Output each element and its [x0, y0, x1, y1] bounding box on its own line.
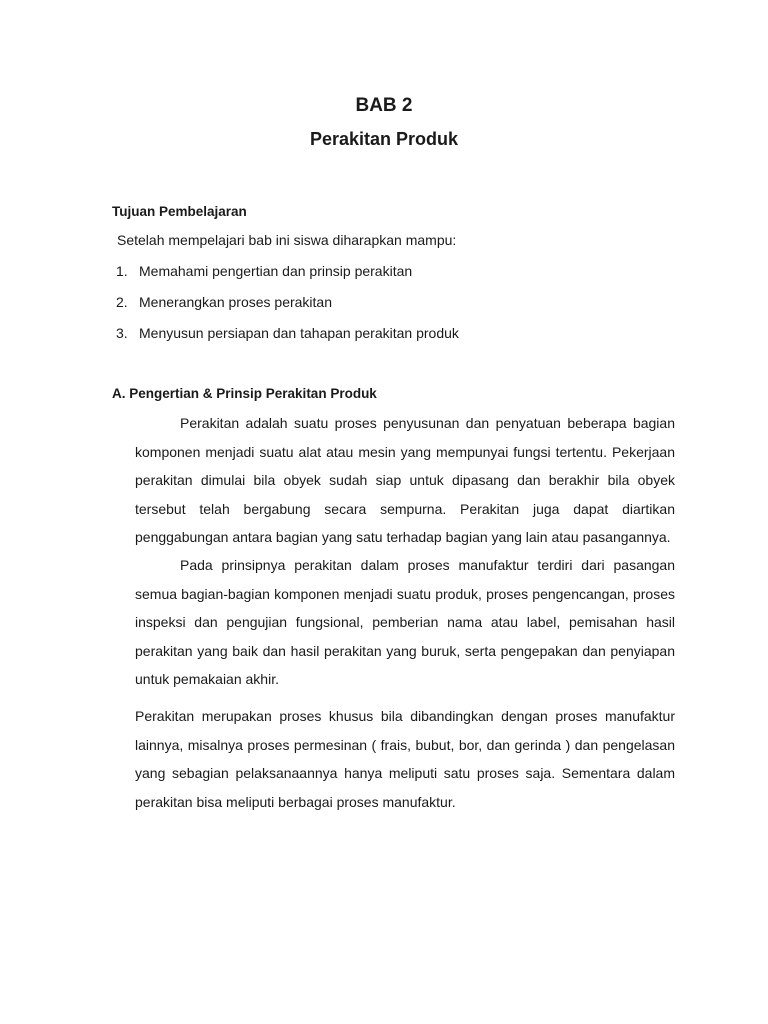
- list-item: [116, 293, 459, 324]
- objectives-list: [116, 262, 459, 355]
- objectives-heading: Tujuan Pembelajaran: [112, 204, 247, 219]
- section-heading: A. Pengertian & Prinsip Perakitan Produk: [112, 386, 377, 401]
- chapter-number: BAB 2: [355, 95, 413, 116]
- list-item-number: 2.: [116, 294, 128, 310]
- body-paragraph: Perakitan adalah suatu proses penyusunan dan penyatuan beberapa bagian komponen menjadi suatu alat atau mesin yang mempunyai fungsi tertentu. Pekerjaan perakitan dimulai bila obyek sudah siap untuk dipasang dan berakhir bila obyek tersebut telah bergabung secara sempurna. Perakitan juga dapat diartikan penggabungan antara bagian yang satu terhadap bagian yang lain atau pasangannya.: [135, 415, 675, 546]
- list-item: [116, 324, 459, 355]
- list-item-number: 3.: [116, 325, 128, 341]
- chapter-title: Perakitan Produk: [309, 129, 459, 149]
- list-item-number: 1.: [116, 263, 128, 279]
- body-paragraph: Perakitan merupakan proses khusus bila dibandingkan dengan proses manufaktur lainnya, misalnya proses permesinan ( frais, bubut, bor, dan gerinda ) dan pengelasan yang sebagian pelaksanaannya hanya meliputi satu proses saja. Sementara dalam perakitan bisa meliputi berbagai proses manufaktur.: [135, 708, 675, 810]
- objectives-intro: Setelah mempelajari bab ini siswa diharapkan mampu:: [117, 232, 457, 248]
- body-paragraph: Pada prinsipnya perakitan dalam proses manufaktur terdiri dari pasangan semua bagian-bagian komponen menjadi suatu produk, proses pengencangan, proses inspeksi dan pengujian fungsional, pemberian nama atau label, pemisahan hasil perakitan yang baik dan hasil perakitan yang buruk, serta pengepakan dan penyiapan untuk pemakaian akhir.: [135, 557, 675, 688]
- list-item-text: Menerangkan proses perakitan: [139, 294, 333, 310]
- list-item: [116, 262, 459, 293]
- list-item-text: Menyusun persiapan dan tahapan perakitan produk: [139, 325, 459, 341]
- list-item-text: Memahami pengertian dan prinsip perakitan: [139, 263, 413, 279]
